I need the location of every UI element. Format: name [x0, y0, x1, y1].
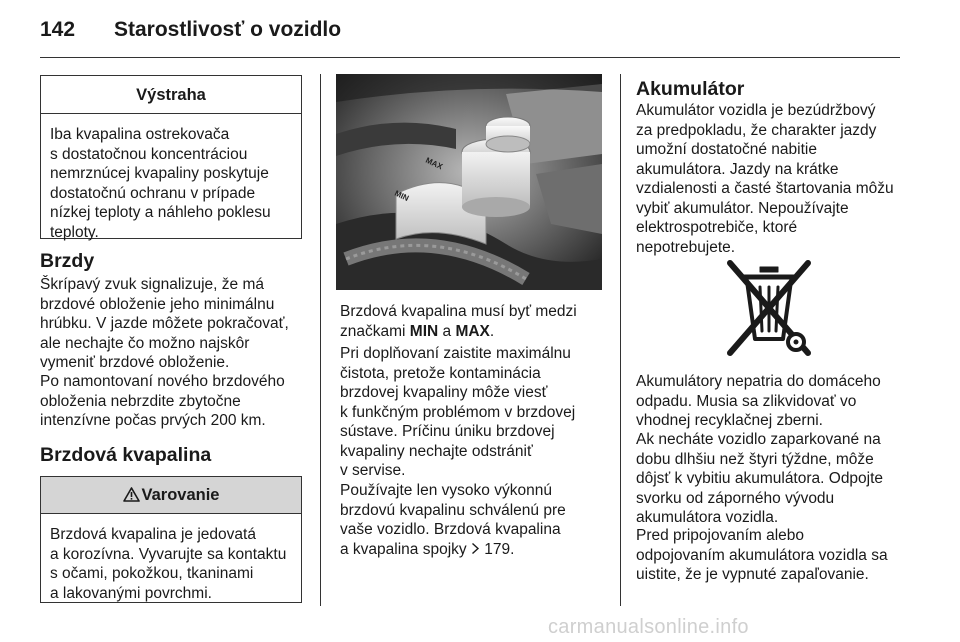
text-line: nemrznúcej kvapaliny poskytuje	[50, 165, 269, 182]
text-line: v servise.	[340, 462, 406, 479]
text-line: Pred pripojovaním alebo	[636, 527, 805, 544]
text-line: Pri doplňovaní zaistite maximálnu	[340, 345, 571, 362]
caution-box	[40, 476, 302, 603]
min-mark: MIN	[393, 188, 411, 204]
text-line: obloženia nebrzdite zbytočne	[40, 392, 241, 410]
text-line: odpojovaním akumulátora vozidla sa	[636, 546, 888, 564]
text-line: hrúbku. V jazde môžete pokračovať,	[40, 315, 289, 332]
brakes-paragraph-2	[40, 372, 315, 431]
brake-fluid-paragraph-2	[340, 344, 615, 481]
max-label: MAX	[455, 322, 490, 340]
text-line: dobu dlhšiu než štyri týždne, môže	[636, 450, 874, 468]
text-line: svorku od záporného vývodu	[636, 489, 835, 507]
text-line: vaše vozidlo. Brzdová kvapalina	[340, 521, 561, 538]
text-line: k funkčným problémom v brzdovej	[340, 403, 576, 421]
chapter-title: Starostlivosť o vozidlo	[114, 18, 342, 41]
battery-heading: Akumulátor	[636, 78, 745, 100]
text-line: akumulátora. Jazdy na krátke	[636, 160, 839, 178]
text-span: a kvapalina spojky	[340, 540, 471, 558]
crossed-out-bin-icon	[716, 257, 822, 359]
battery-paragraph-2	[636, 372, 926, 431]
text-line: Škrípavý zvuk signalizuje, že má	[40, 276, 264, 293]
brake-fluid-paragraph-3	[340, 481, 615, 560]
text-span: .	[489, 322, 495, 340]
text-line: s dostatočnou koncentráciou	[50, 145, 248, 163]
battery-paragraph-3	[636, 430, 926, 528]
text-line: dôjsť k vybitiu akumulátora. Odpojte	[636, 470, 884, 487]
page-number: 142	[40, 18, 76, 41]
text-line: elektrospotrebiče, ktoré	[636, 219, 798, 236]
warning-triangle-icon	[123, 479, 140, 516]
text-line: vymeniť brzdové obloženie.	[40, 354, 230, 371]
min-label: MIN	[409, 322, 439, 340]
brakes-paragraph-1	[40, 275, 315, 373]
text-line: za predpokladu, že charakter jazdy	[636, 121, 877, 139]
text-line: nízkej teploty a náhleho poklesu	[50, 204, 271, 221]
text-line: Akumulátor vozidla je bezúdržbový	[636, 102, 876, 119]
text-line: a korozívna. Vyvarujte sa kontaktu	[50, 545, 287, 563]
warning-box-title: Výstraha	[41, 76, 301, 114]
text-line: Akumulátory nepatria do domáceho	[636, 373, 881, 390]
column-divider-right	[620, 74, 621, 606]
caution-box-title-text: Varovanie	[141, 486, 220, 504]
page-ref-link[interactable]: 179.	[484, 540, 515, 558]
text-line	[340, 322, 615, 342]
text-line	[340, 540, 615, 561]
text-line: Ak necháte vozidlo zaparkované na	[636, 431, 881, 448]
text-line: Brzdová kvapalina je jedovatá	[50, 526, 256, 543]
column-divider-left	[320, 74, 321, 606]
warning-box	[40, 75, 302, 239]
text-line: sústave. Príčinu úniku brzdovej	[340, 423, 555, 440]
text-line: Iba kvapalina ostrekovača	[50, 126, 230, 143]
max-mark: MAX	[424, 155, 445, 172]
battery-paragraph-4	[636, 526, 926, 585]
text-line: umožní dostatočné nabitie	[636, 141, 817, 158]
header-rule	[40, 57, 900, 58]
text-line: uistite, že je vypnuté zapaľovanie.	[636, 566, 869, 583]
text-line: Používajte len vysoko výkonnú	[340, 482, 552, 499]
brakes-heading: Brzdy	[40, 250, 95, 272]
text-line: s očami, pokožkou, tkaninami	[50, 565, 254, 582]
text-line: intenzívne počas prvých 200 km.	[40, 412, 266, 429]
battery-paragraph-1	[636, 101, 926, 257]
text-line: odpadu. Musia sa zlikvidovať vo	[636, 392, 857, 410]
text-span: a	[438, 322, 456, 340]
text-line: vzdialenosti a časté štartovania môžu	[636, 180, 894, 197]
text-line: teploty.	[50, 223, 99, 241]
warning-box-text	[41, 114, 301, 242]
brake-fluid-heading: Brzdová kvapalina	[40, 444, 212, 466]
text-line: nepotrebujete.	[636, 238, 736, 256]
brake-fluid-reservoir-photo	[336, 74, 602, 290]
text-line: ale nechajte čo možno najskôr	[40, 334, 250, 352]
text-line: Brzdová kvapalina musí byť medzi	[340, 303, 577, 320]
watermark: carmanualsonline.info	[548, 616, 749, 638]
page-ref-arrow-icon	[471, 541, 480, 561]
text-line: Po namontovaní nového brzdového	[40, 373, 285, 390]
text-line: vybiť akumulátor. Nepoužívajte	[636, 199, 849, 217]
text-line: brzdovej kvapaliny môže viesť	[340, 384, 548, 401]
text-line: brzdovú kvapalinu schválenú pre	[340, 501, 566, 519]
text-line: akumulátora vozidla.	[636, 509, 779, 526]
brake-fluid-paragraph-1	[340, 302, 615, 341]
text-line: dostatočnú ochranu v prípade	[50, 184, 256, 202]
text-line: vhodnej recyklačnej zberni.	[636, 412, 823, 429]
text-line: brzdové obloženie jeho minimálnu	[40, 295, 275, 313]
text-line: čistota, pretože kontaminácia	[340, 364, 541, 382]
caution-box-title	[41, 477, 301, 514]
text-span: značkami	[340, 322, 410, 340]
caution-box-text	[41, 514, 301, 603]
text-line: a lakovanými povrchmi.	[50, 584, 212, 602]
text-line: kvapaliny nechajte odstrániť	[340, 442, 533, 460]
